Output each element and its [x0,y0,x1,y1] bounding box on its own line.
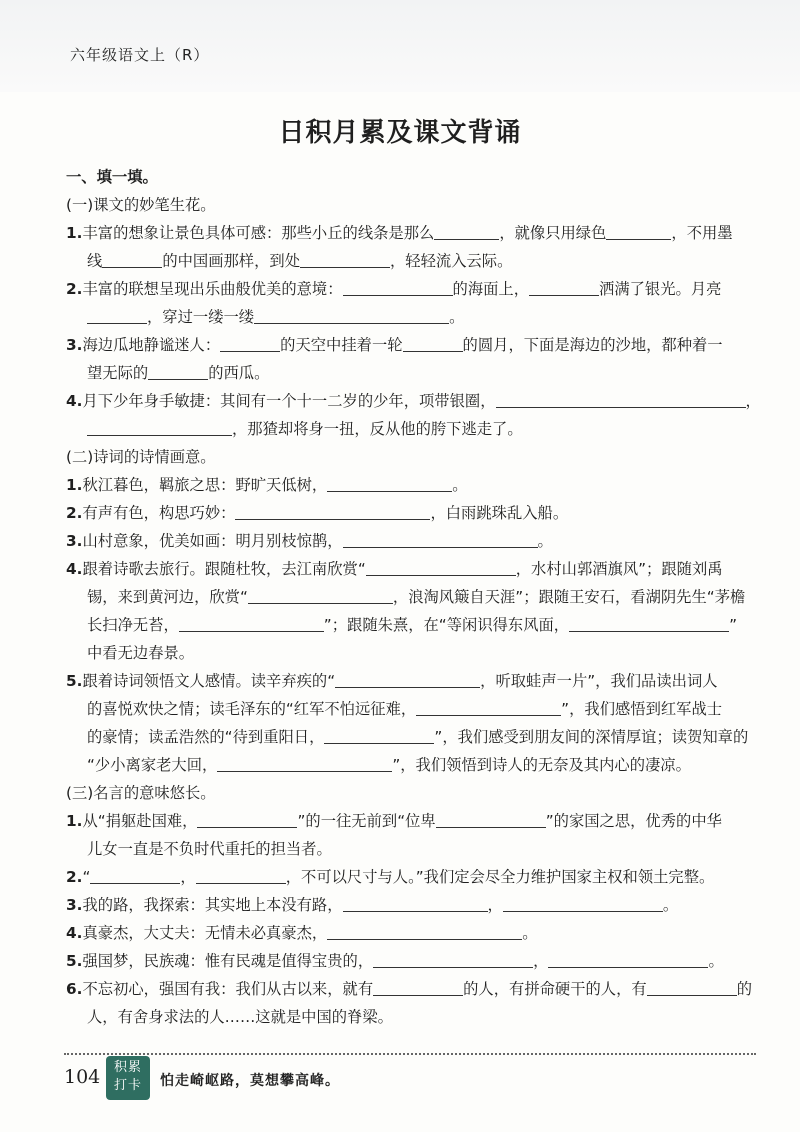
q-text: 不忘初心，强国有我：我们从古以来，就有 [82,980,374,998]
question-line [66,303,766,331]
q-num: 1. [66,224,83,242]
answer-blank[interactable] [647,980,737,996]
q-text: ， [745,392,761,410]
q-text: ，就像只用绿色 [499,224,607,242]
answer-blank[interactable] [529,280,599,296]
question-line [66,415,766,443]
answer-blank[interactable] [496,392,746,408]
question-line [66,919,766,947]
q-text: ，不可以尺寸与人。”我们定会尽全力维护国家主权和领土完整。 [285,868,715,886]
answer-blank[interactable] [248,588,393,604]
q-num: 3. [66,896,83,914]
question-line [66,751,766,779]
answer-blank[interactable] [87,420,232,436]
answer-blank[interactable] [343,280,453,296]
q-text: ”，我们感受到朋友间的深情厚谊；读贺知章的 [434,728,749,746]
answer-blank[interactable] [90,868,180,884]
q-num: 2. [66,868,83,886]
q-text: ”的家国之思，优秀的中华 [545,812,722,830]
question-line [66,583,766,611]
q-text: 长扫净无苔， [87,616,179,634]
question-line [66,807,766,835]
checkin-badge [106,1056,150,1100]
q-text: ，穿过一缕一缕 [147,308,255,326]
question-line [66,555,766,583]
q-text: 跟着诗歌去旅行。跟随杜牧，去江南欣赏“ [82,560,366,578]
answer-blank[interactable] [197,812,297,828]
q-text: 的中国画那样，到处 [162,252,300,270]
question-line [66,275,766,303]
q-num: 1. [66,812,83,830]
question-line [66,499,766,527]
book-label: 六年级语文上（R） [70,46,210,64]
question-line [66,891,766,919]
q-text: ，听取蛙声一片”，我们品读出词人 [480,672,718,690]
answer-blank[interactable] [217,756,392,772]
q-text: 。 [449,308,465,326]
question-line [66,359,766,387]
q-text: 的豪情；读孟浩然的“待到重阳日， [87,728,325,746]
question-line: 儿女一直是不负时代重托的担当者。 [87,840,332,858]
answer-blank[interactable] [87,308,147,324]
answer-blank[interactable] [324,728,434,744]
question-line [66,695,766,723]
q-text: 丰富的联想呈现出乐曲般优美的意境： [82,280,343,298]
q-text: “ [82,868,91,886]
answer-blank[interactable] [436,812,546,828]
question-line [66,947,766,975]
q-num: 5. [66,952,83,970]
answer-blank[interactable] [327,476,452,492]
q-num: 4. [66,560,83,578]
answer-blank[interactable] [148,364,208,380]
q-text: ， [487,896,503,914]
answer-blank[interactable] [548,952,708,968]
answer-blank[interactable] [343,896,488,912]
q-text: 的人，有拼命硬干的人，有 [463,980,647,998]
answer-blank[interactable] [343,532,538,548]
q-text: 有声有色，构思巧妙： [82,504,236,522]
q-text: ”，我们感悟到红军战士 [561,700,723,718]
answer-blank[interactable] [373,952,533,968]
answer-blank[interactable] [366,560,516,576]
q-text: ，白雨跳珠乱入船。 [430,504,569,522]
answer-blank[interactable] [606,224,671,240]
q-text: 山村意象，优美如画：明月别枝惊鹊， [82,532,343,550]
page-title: 日积月累及课文背诵 [278,118,522,148]
question-line [66,527,766,555]
q-text: 。 [522,924,538,942]
q-text: 丰富的想象让景色具体可感：那些小丘的线条是那么 [82,224,435,242]
q-text: 的西瓜。 [208,364,270,382]
answer-blank[interactable] [335,672,480,688]
question-line [66,975,766,1003]
q-num: 3. [66,532,83,550]
part-heading: (一)课文的妙笔生花。 [66,196,216,214]
q-text: ，水村山郭酒旗风”；跟随刘禹 [515,560,723,578]
question-line [66,471,766,499]
q-num: 6. [66,980,83,998]
q-num: 1. [66,476,83,494]
q-text: 我的路，我探索：其实地上本没有路， [82,896,343,914]
q-text: 的圆月，下面是海边的沙地，都种着一 [462,336,723,354]
answer-blank[interactable] [416,700,561,716]
answer-blank[interactable] [300,252,390,268]
q-text: ，轻轻流入云际。 [390,252,513,270]
q-text: 洒满了银光。月亮 [599,280,722,298]
q-text: 。 [662,896,679,914]
q-text: ”，我们领悟到诗人的无奈及其内心的凄凉。 [392,756,691,774]
q-text: ”；跟随朱熹，在“等闲识得东风面， [323,616,570,634]
q-text: “少小离家老大回， [87,756,218,774]
q-text: 的喜悦欢快之情；读毛泽东的“红军不怕远征难， [87,700,417,718]
badge-line-1: 积累 [113,1060,142,1075]
worksheet [66,163,766,1031]
answer-blank[interactable] [196,868,286,884]
section-heading: 一、填一填。 [66,168,158,186]
answer-blank[interactable] [327,924,522,940]
answer-blank[interactable] [569,616,729,632]
q-text: ”的一往无前到“位卑 [297,812,436,830]
answer-blank[interactable] [403,336,463,352]
q-num: 5. [66,672,83,690]
q-text: 。 [708,952,724,970]
q-text: 的 [736,980,753,998]
q-num: 3. [66,336,83,354]
q-text: 真豪杰，大丈夫：无情未必真豪杰， [82,924,328,942]
q-text: ” [729,616,738,634]
q-text: 海边瓜地静谧迷人： [82,336,221,354]
q-text: 强国梦，民族魂：惟有民魂是值得宝贵的， [82,952,374,970]
footer-motto: 怕走崎岖路，莫想攀高峰。 [160,1073,340,1089]
question-line [66,331,766,359]
footer-divider [64,1053,756,1055]
q-text: 。 [537,532,553,550]
question-line [66,863,766,891]
answer-blank[interactable] [179,616,324,632]
q-text: ，浪淘风簸自天涯”；跟随王安石，看湖阴先生“茅檐 [392,588,746,606]
q-text: 从“捐躯赴国难， [82,812,198,830]
question-line [66,247,766,275]
q-text: 线 [87,252,103,270]
answer-blank[interactable] [235,504,430,520]
answer-blank[interactable] [254,308,449,324]
answer-blank[interactable] [102,252,162,268]
q-text: ，那猹却将身一扭，反从他的胯下逃走了。 [232,420,523,438]
q-text: 秋江暮色，羁旅之思：野旷天低树， [82,476,328,494]
question-line [66,219,766,247]
part-heading: (三)名言的意味悠长。 [66,784,216,802]
part-heading: (二)诗词的诗情画意。 [66,448,216,466]
q-text: ， [180,868,196,886]
question-line [66,611,766,639]
question-line [66,667,766,695]
question-line [66,387,766,415]
page-number: 104 [64,1066,101,1088]
q-num: 2. [66,504,83,522]
q-text: 月下少年身手敏捷：其间有一个十一二岁的少年，项带银圈， [82,392,496,410]
q-text: 锡，来到黄河边，欣赏“ [87,588,248,606]
q-num: 4. [66,924,83,942]
q-num: 4. [66,392,83,410]
question-line: 人，有舍身求法的人……这就是中国的脊梁。 [87,1008,393,1026]
q-text: 。 [452,476,468,494]
question-line: 中看无边春景。 [87,644,195,662]
answer-blank[interactable] [434,224,499,240]
q-text: 的天空中挂着一轮 [280,336,403,354]
q-text: 跟着诗词领悟文人感情。读辛弃疾的“ [82,672,336,690]
q-text: ，不用墨 [671,224,733,242]
q-text: 的海面上， [452,280,530,298]
q-num: 2. [66,280,83,298]
badge-line-2: 打卡 [113,1078,142,1093]
q-text: 望无际的 [87,364,149,382]
answer-blank[interactable] [220,336,280,352]
question-line [66,723,766,751]
answer-blank[interactable] [503,896,663,912]
answer-blank[interactable] [373,980,463,996]
q-text: ， [533,952,549,970]
